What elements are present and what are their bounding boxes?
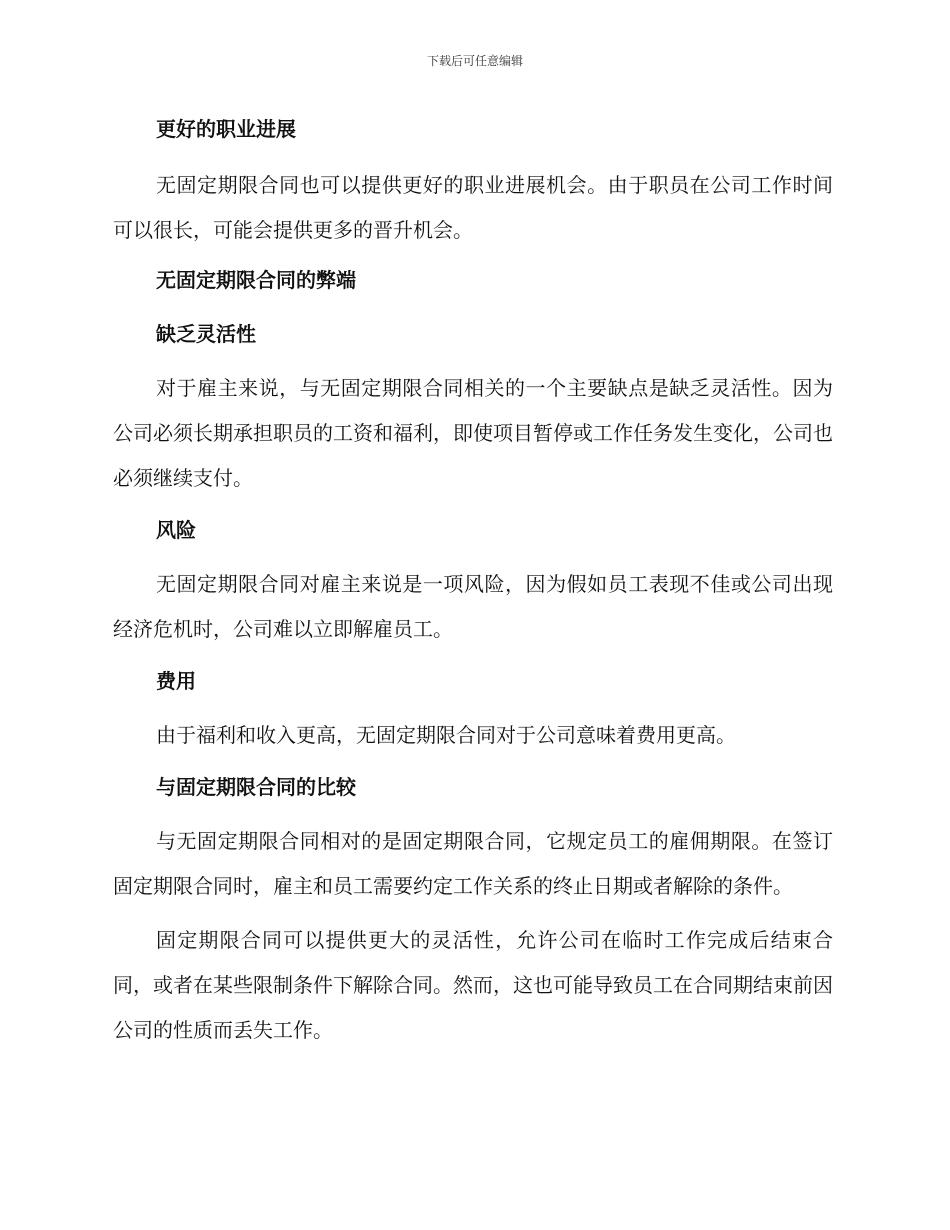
page-header: 下载后可任意编辑: [426, 54, 523, 68]
paragraph-career-progress: 无固定期限合同也可以提供更好的职业进展机会。由于职员在公司工作时间可以很长，可能会提供更多的晋升机会。: [113, 173, 833, 242]
heading-lack-of-flexibility: 缺乏灵活性: [156, 322, 256, 346]
heading-comparison: 与固定期限合同的比较: [156, 775, 356, 799]
heading-drawbacks: 无固定期限合同的弊端: [156, 268, 356, 292]
heading-risk: 风险: [156, 518, 196, 542]
paragraph-lack-of-flexibility: 对于雇主来说，与无固定期限合同相关的一个主要缺点是缺乏灵活性。因为公司必须长期承担职员的工资和福利，即使项目暂停或工作任务发生变化，公司也必须继续支付。: [113, 376, 833, 490]
paragraph-risk: 无固定期限合同对雇主来说是一项风险，因为假如员工表现不佳或公司出现经济危机时，公司难以立即解雇员工。: [113, 572, 833, 641]
document-body: [113, 110, 833, 1053]
paragraph-comparison-1: 与无固定期限合同相对的是固定期限合同，它规定员工的雇佣期限。在签订固定期限合同时，雇主和员工需要约定工作关系的终止日期或者解除的条件。: [113, 829, 833, 898]
paragraph-cost: 由于福利和收入更高，无固定期限合同对于公司意味着费用更高。: [156, 723, 736, 747]
heading-career-progress: 更好的职业进展: [156, 117, 296, 141]
paragraph-comparison-2: 固定期限合同可以提供更大的灵活性，允许公司在临时工作完成后结束合同，或者在某些限制条件下解除合同。然而，这也可能导致员工在合同期结束前因公司的性质而丢失工作。: [113, 928, 833, 1042]
heading-cost: 费用: [156, 669, 196, 693]
